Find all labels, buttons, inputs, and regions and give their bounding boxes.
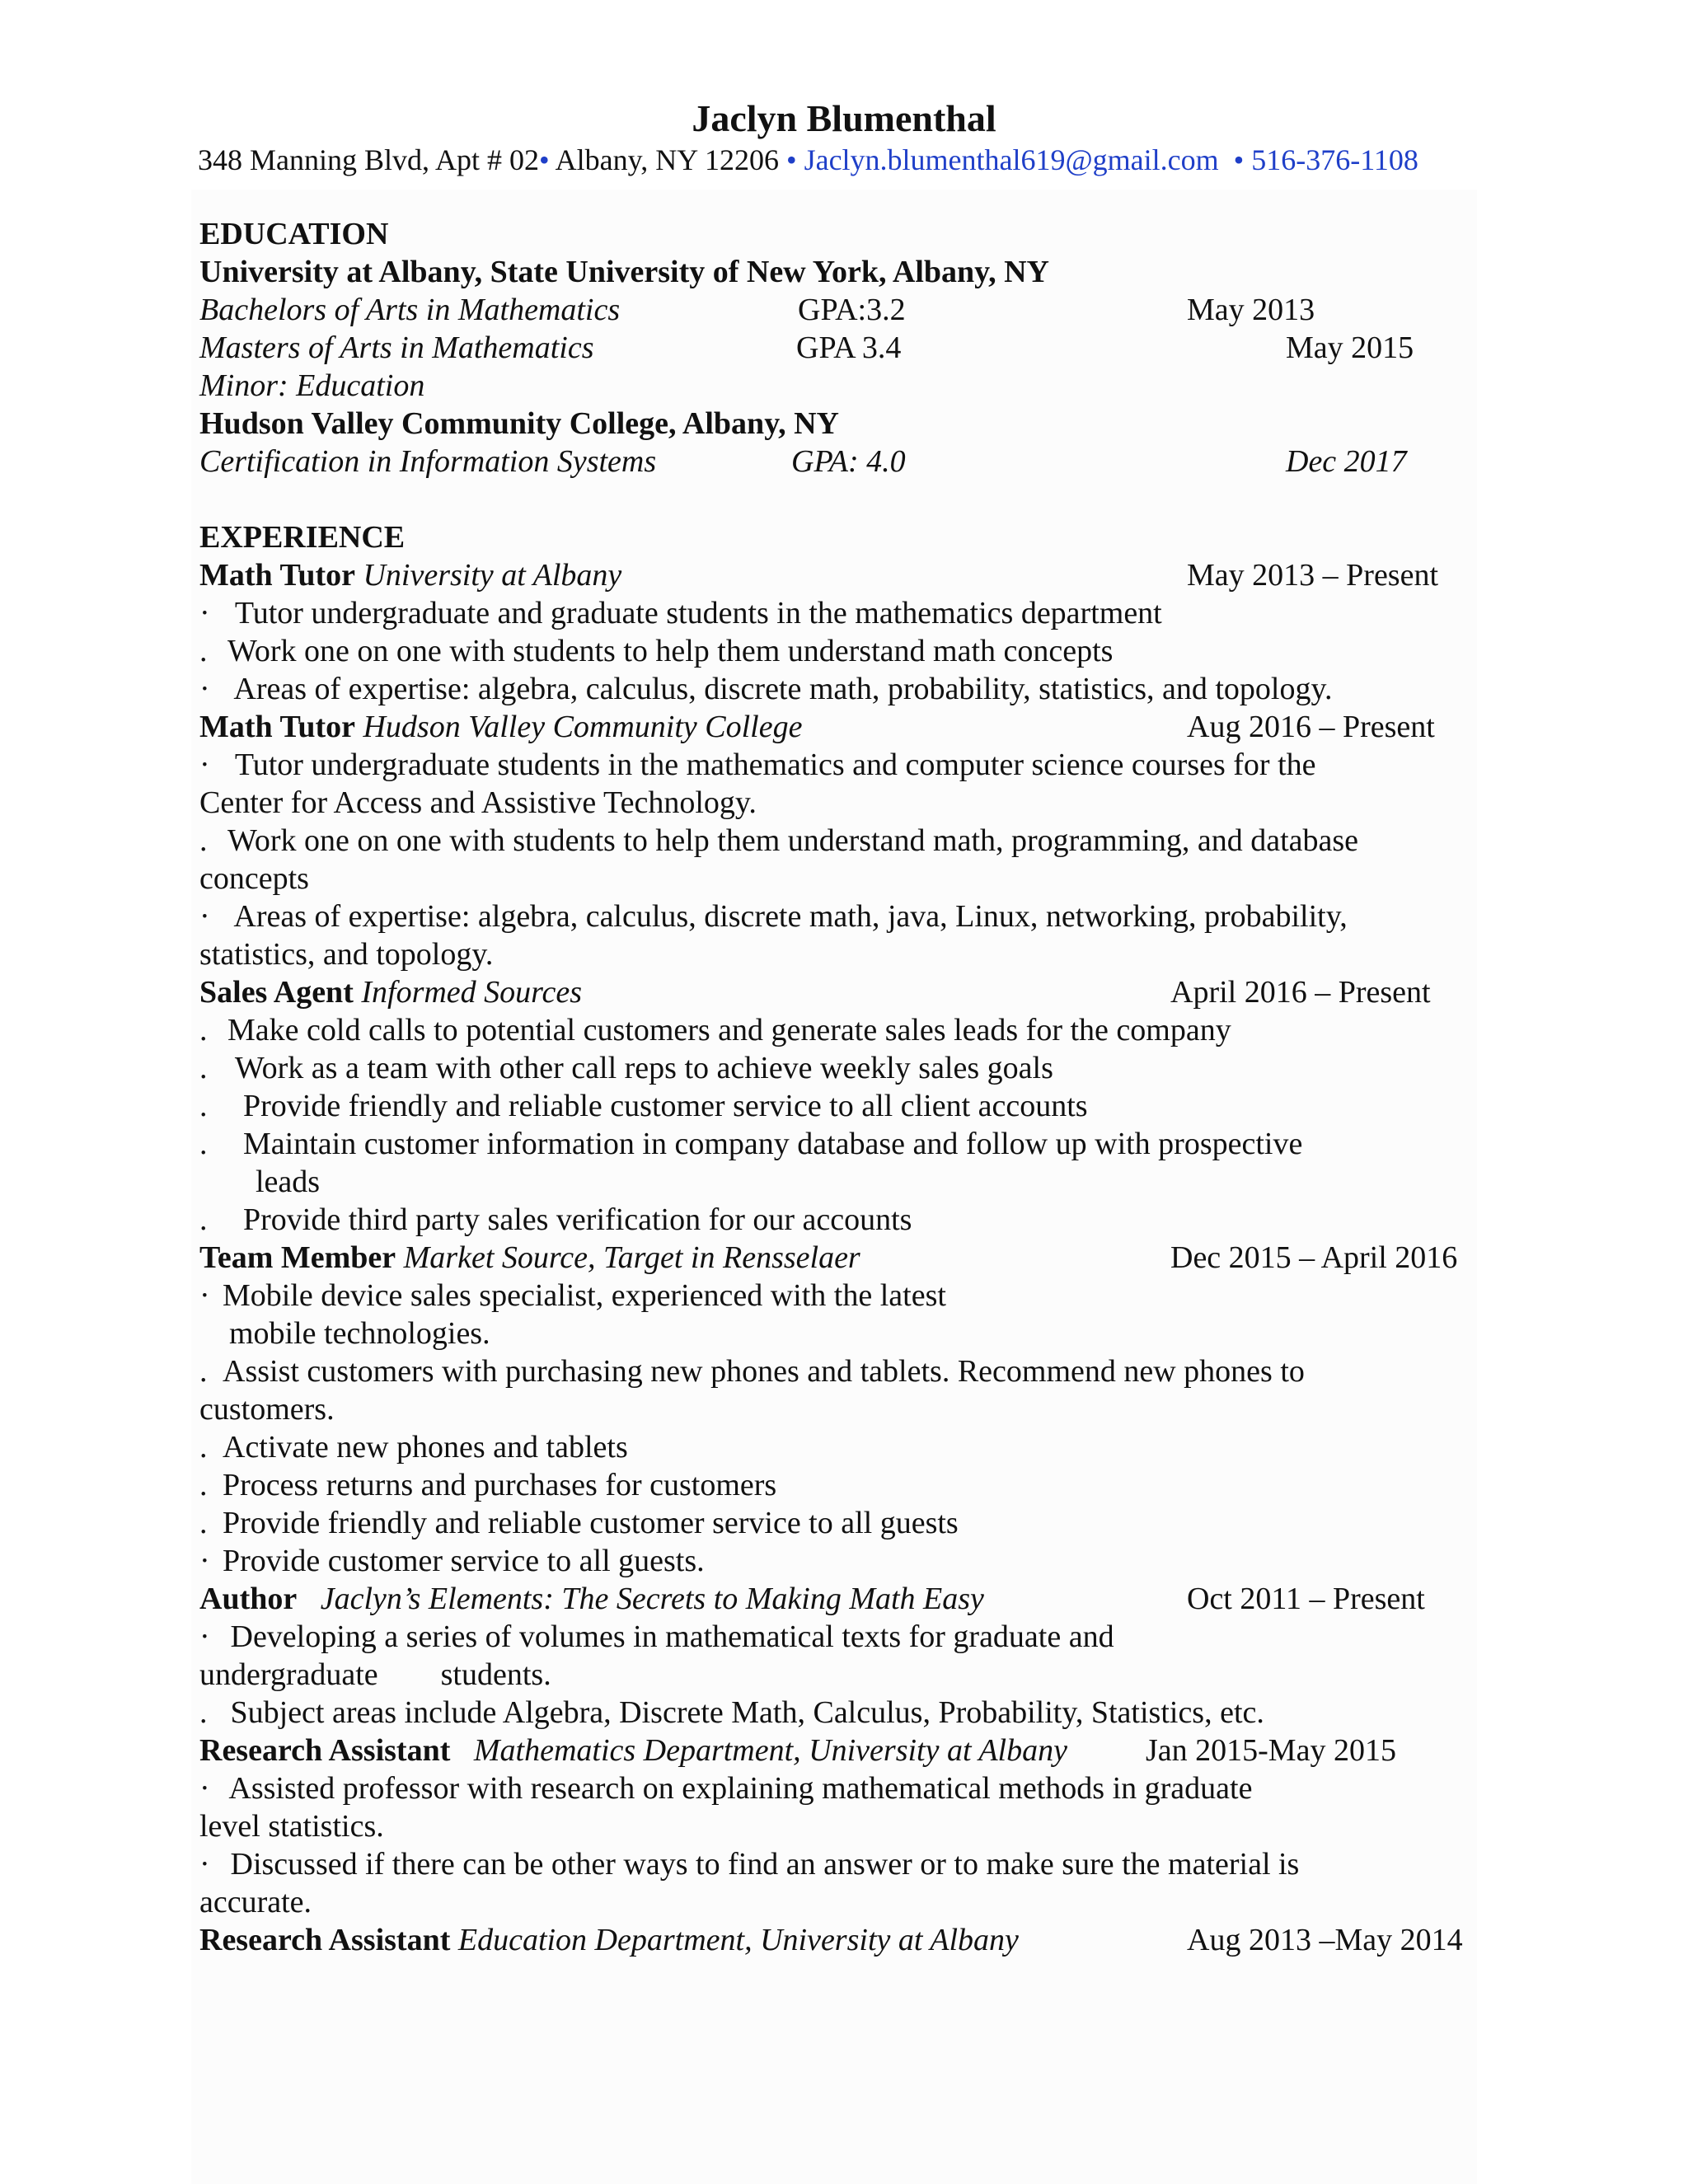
bullet-text: Maintain customer information in company database and follow up with prospective bbox=[243, 1127, 1303, 1161]
bullet-continuation: leads bbox=[256, 1165, 321, 1199]
bullet-item bbox=[199, 633, 1113, 669]
bullet-item bbox=[199, 1353, 1305, 1390]
phone-link[interactable]: 516-376-1108 bbox=[1251, 143, 1418, 176]
bullet-text: Tutor undergraduate and graduate students in the mathematics department bbox=[234, 596, 1162, 630]
address: 348 Manning Blvd, Apt # 02 bbox=[198, 143, 540, 176]
bullet-item bbox=[199, 1467, 776, 1503]
city: Albany, NY 12206 bbox=[555, 143, 779, 176]
job-title: Math Tutor bbox=[199, 558, 355, 593]
bullet-text: Work one on one with students to help them understand math, programming, and database bbox=[227, 823, 1359, 858]
bullet-dot: · bbox=[199, 748, 210, 782]
job-date: Jan 2015-May 2015 bbox=[1146, 1733, 1396, 1768]
job-org: Mathematics Department, University at Albany bbox=[473, 1733, 1067, 1768]
job-header bbox=[199, 1581, 984, 1617]
bullet-item bbox=[199, 1770, 1252, 1807]
candidate-name: Jaclyn Blumenthal bbox=[692, 97, 996, 139]
job-header bbox=[199, 557, 621, 593]
bullet-item bbox=[199, 747, 1316, 783]
school-albany: University at Albany, State University of New York, Albany, NY bbox=[199, 255, 1049, 289]
date-ma: May 2015 bbox=[1286, 330, 1414, 365]
experience-heading: EXPERIENCE bbox=[199, 520, 406, 555]
bullet-item bbox=[199, 1505, 959, 1541]
bullet-dot: . bbox=[199, 1354, 208, 1389]
bullet-continuation: concepts bbox=[199, 861, 309, 896]
bullet-dot: . bbox=[199, 634, 208, 668]
bullet-text: Process returns and purchases for customers bbox=[223, 1468, 777, 1502]
bullet-text: Provide friendly and reliable customer service to all client accounts bbox=[243, 1089, 1088, 1123]
bullet-dot: . bbox=[199, 1695, 208, 1730]
bullet-text: Provide third party sales verification for our accounts bbox=[243, 1202, 912, 1237]
job-header bbox=[199, 1922, 1019, 1958]
degree-ma: Masters of Arts in Mathematics bbox=[199, 330, 594, 365]
job-header bbox=[199, 709, 802, 745]
bullet-dot: · bbox=[199, 1771, 210, 1806]
job-title: Team Member bbox=[199, 1240, 396, 1275]
email-link[interactable]: Jaclyn.blumenthal619@gmail.com bbox=[804, 143, 1219, 176]
bullet-item bbox=[199, 1429, 628, 1465]
page-tint bbox=[191, 190, 1477, 2184]
bullet-continuation: level statistics. bbox=[199, 1809, 384, 1844]
bullet-dot: · bbox=[199, 1847, 210, 1882]
bullet-text: Areas of expertise: algebra, calculus, discrete math, java, Linux, networking, probability, bbox=[233, 899, 1348, 934]
contact-line bbox=[198, 142, 1418, 178]
bullet-dot: . bbox=[199, 1506, 208, 1540]
bullet-continuation: statistics, and topology. bbox=[199, 937, 494, 972]
bullet-dot: . bbox=[199, 1430, 208, 1465]
job-date: April 2016 – Present bbox=[1170, 975, 1431, 1010]
job-title: Sales Agent bbox=[199, 975, 354, 1010]
degree-ba: Bachelors of Arts in Mathematics bbox=[199, 293, 621, 327]
bullet-item bbox=[199, 1202, 912, 1238]
bullet-text: Assisted professor with research on explaining mathematical methods in graduate bbox=[228, 1771, 1253, 1806]
bullet-continuation: accurate. bbox=[199, 1885, 312, 1919]
bullet-item bbox=[199, 595, 1162, 631]
bullet-item bbox=[199, 1126, 1302, 1162]
bullet-dot: · bbox=[199, 899, 210, 934]
education-heading: EDUCATION bbox=[199, 217, 389, 251]
bullet-dot: · bbox=[199, 1278, 210, 1313]
bullet-text: Developing a series of volumes in mathematical texts for graduate and bbox=[230, 1619, 1114, 1654]
separator: • bbox=[1233, 143, 1245, 176]
degree-cert: Certification in Information Systems bbox=[199, 444, 657, 479]
bullet-item bbox=[199, 671, 1333, 707]
bullet-item bbox=[199, 898, 1348, 935]
minor: Minor: Education bbox=[199, 368, 425, 403]
bullet-dot: · bbox=[199, 1544, 210, 1578]
bullet-dot: . bbox=[199, 1202, 208, 1237]
bullet-item bbox=[199, 1543, 705, 1579]
bullet-item bbox=[199, 1050, 1053, 1086]
job-header bbox=[199, 1732, 1067, 1769]
bullet-text: Mobile device sales specialist, experienced with the latest bbox=[223, 1278, 946, 1313]
bullet-text: Activate new phones and tablets bbox=[223, 1430, 628, 1465]
job-title: Research Assistant bbox=[199, 1923, 451, 1957]
bullet-text: Make cold calls to potential customers and generate sales leads for the company bbox=[227, 1013, 1231, 1047]
job-org: Informed Sources bbox=[361, 975, 583, 1010]
bullet-continuation: Center for Access and Assistive Technology. bbox=[199, 785, 757, 820]
date-cert: Dec 2017 bbox=[1286, 444, 1407, 479]
bullet-item bbox=[199, 1012, 1231, 1048]
bullet-dot: . bbox=[199, 1089, 208, 1123]
gpa-ma: GPA 3.4 bbox=[796, 330, 902, 365]
bullet-text: Provide friendly and reliable customer service to all guests bbox=[223, 1506, 959, 1540]
bullet-text: Provide customer service to all guests. bbox=[223, 1544, 705, 1578]
date-ba: May 2013 bbox=[1187, 293, 1315, 327]
bullet-item bbox=[199, 1277, 946, 1314]
bullet-text: Subject areas include Algebra, Discrete Math, Calculus, Probability, Statistics, etc. bbox=[230, 1695, 1264, 1730]
bullet-dot: · bbox=[199, 596, 210, 630]
bullet-dot: . bbox=[199, 823, 208, 858]
job-org: Education Department, University at Albany bbox=[457, 1923, 1019, 1957]
school-hvcc: Hudson Valley Community College, Albany, NY bbox=[199, 406, 839, 441]
job-date: Aug 2013 –May 2014 bbox=[1187, 1923, 1463, 1957]
bullet-item bbox=[199, 1088, 1088, 1124]
bullet-dot: . bbox=[199, 1013, 208, 1047]
bullet-dot: . bbox=[199, 1051, 208, 1085]
bullet-text: Tutor undergraduate students in the mathematics and computer science courses for the bbox=[234, 748, 1316, 782]
gpa-cert: GPA: 4.0 bbox=[791, 444, 906, 479]
bullet-item bbox=[199, 1846, 1299, 1882]
bullet-continuation: undergraduate students. bbox=[199, 1657, 551, 1692]
job-header bbox=[199, 974, 582, 1010]
bullet-dot: . bbox=[199, 1127, 208, 1161]
job-org: University at Albany bbox=[363, 558, 622, 593]
job-date: Dec 2015 – April 2016 bbox=[1170, 1240, 1458, 1275]
bullet-item bbox=[199, 823, 1358, 859]
job-title: Math Tutor bbox=[199, 710, 355, 744]
separator: • bbox=[539, 143, 550, 176]
job-date: Aug 2016 – Present bbox=[1187, 710, 1435, 744]
separator: • bbox=[785, 143, 797, 176]
job-date: May 2013 – Present bbox=[1187, 558, 1439, 593]
bullet-item bbox=[199, 1619, 1114, 1655]
bullet-text: Work as a team with other call reps to achieve weekly sales goals bbox=[234, 1051, 1053, 1085]
bullet-dot: . bbox=[199, 1468, 208, 1502]
bullet-text: Areas of expertise: algebra, calculus, discrete math, probability, statistics, and topology. bbox=[233, 672, 1333, 706]
job-org: Hudson Valley Community College bbox=[363, 710, 803, 744]
bullet-text: Discussed if there can be other ways to find an answer or to make sure the material is bbox=[230, 1847, 1300, 1882]
gpa-ba: GPA:3.2 bbox=[798, 293, 906, 327]
bullet-item bbox=[199, 1694, 1264, 1731]
bullet-text: Assist customers with purchasing new phones and tablets. Recommend new phones to bbox=[223, 1354, 1305, 1389]
bullet-continuation: mobile technologies. bbox=[229, 1316, 490, 1351]
bullet-continuation: customers. bbox=[199, 1392, 335, 1427]
job-title: Research Assistant bbox=[199, 1733, 451, 1768]
job-org: Jaclyn’s Elements: The Secrets to Making Math Easy bbox=[320, 1582, 984, 1616]
job-title: Author bbox=[199, 1582, 298, 1616]
bullet-dot: · bbox=[199, 672, 210, 706]
job-header bbox=[199, 1240, 860, 1276]
bullet-text: Work one on one with students to help them understand math concepts bbox=[227, 634, 1114, 668]
job-date: Oct 2011 – Present bbox=[1187, 1582, 1425, 1616]
bullet-dot: · bbox=[199, 1619, 210, 1654]
job-org: Market Source, Target in Rensselaer bbox=[403, 1240, 860, 1275]
